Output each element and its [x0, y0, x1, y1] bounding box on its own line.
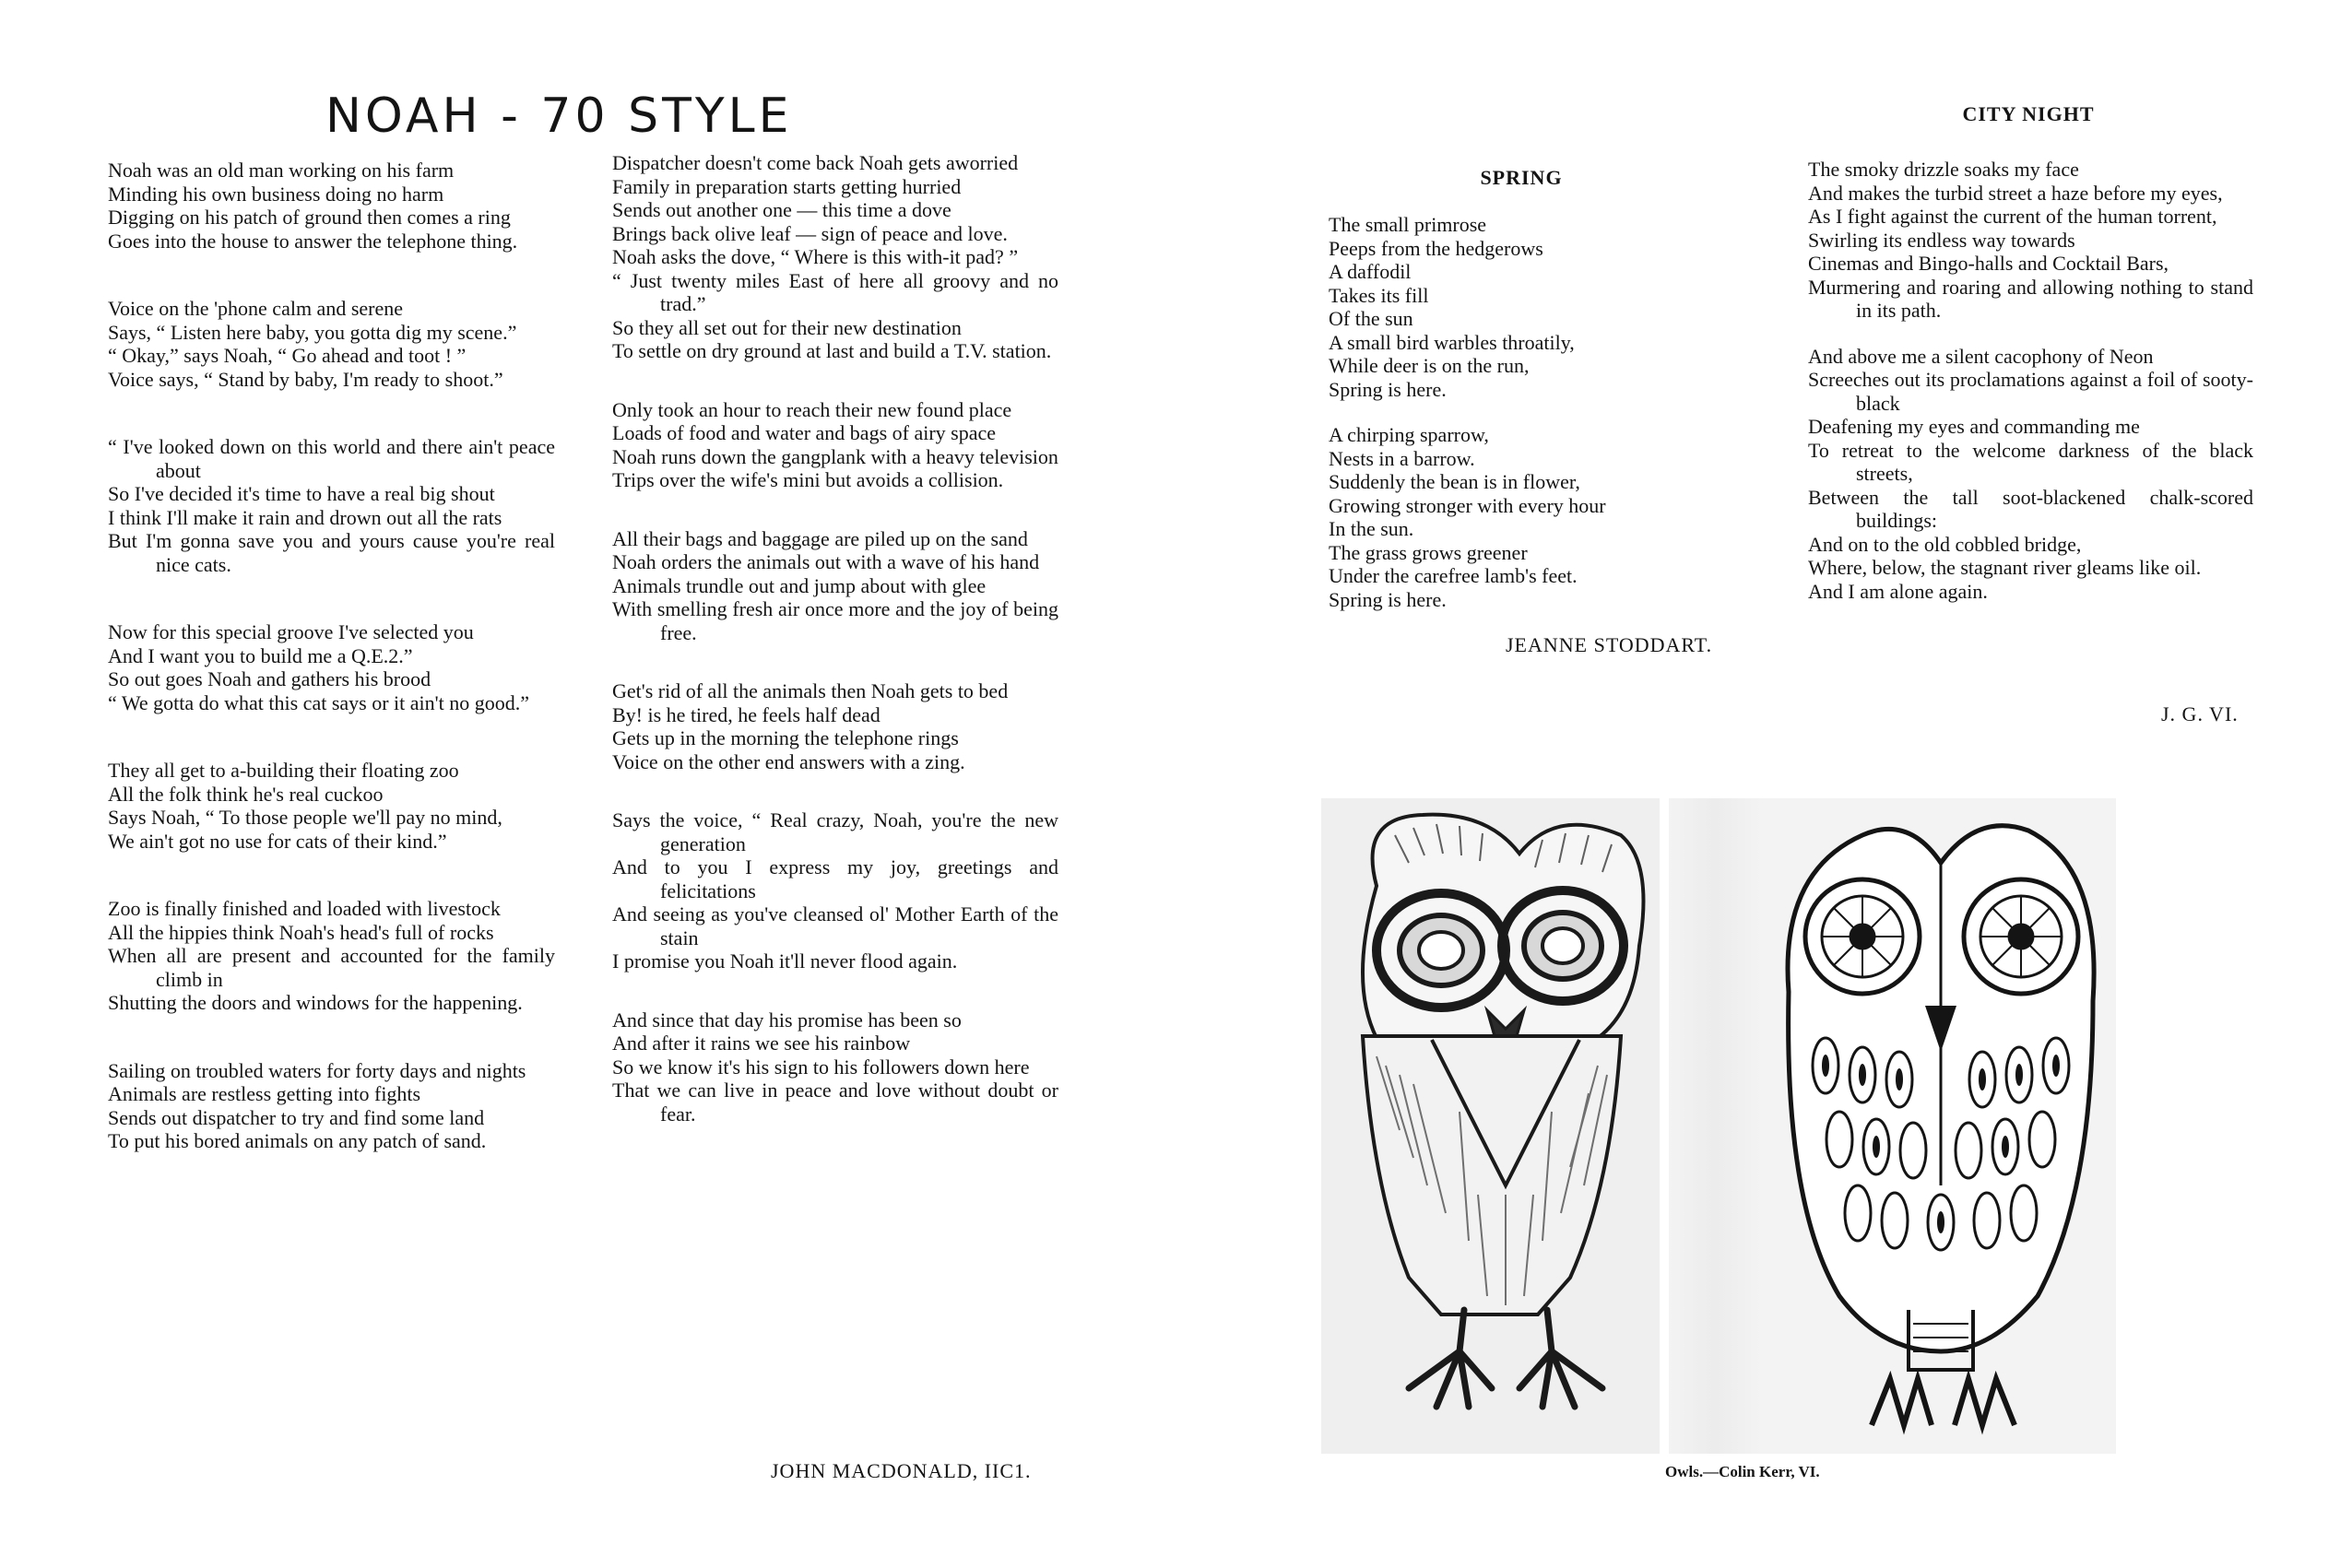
poem-line: So they all set out for their new destination: [612, 315, 962, 339]
poem-line: Says Noah, “ To those people we'll pay no mind,: [108, 806, 502, 829]
poem-line: Dispatcher doesn't come back Noah gets aworried: [612, 151, 1019, 174]
poem-line: The smoky drizzle soaks my face: [1808, 158, 2079, 181]
poem-line: Trips over the wife's mini but avoids a collision.: [612, 468, 1004, 491]
poem-line: I promise you Noah it'll never flood again.: [612, 949, 958, 973]
poem-line: Says the voice, “ Real crazy, Noah, you're the new generation: [612, 808, 1058, 855]
city-night-poem: [1808, 158, 2253, 603]
poem-line: And seeing as you've cleansed ol' Mother Earth of the stain: [612, 902, 1058, 949]
poem-line: When all are present and accounted for the family climb in: [108, 944, 555, 991]
stanza: [108, 297, 555, 391]
poem-line: So out goes Noah and gathers his brood: [108, 667, 431, 690]
figure-background: [1669, 798, 1761, 1454]
poem-line: With smelling fresh air once more and the joy of being free.: [612, 597, 1058, 644]
poem-line: They all get to a-building their floating zoo: [108, 759, 459, 782]
poem-line: Sailing on troubled waters for forty days and nights: [108, 1058, 526, 1082]
poem-line: Of the sun: [1329, 307, 1413, 330]
poem-line: “ We gotta do what this cat says or it ain't no good.”: [108, 690, 529, 714]
poem-line: The grass grows greener: [1329, 540, 1528, 564]
poem-line: Sends out dispatcher to try and find some land: [108, 1105, 485, 1129]
poem-line: All the folk think he's real cuckoo: [108, 782, 384, 806]
owl-sketch-right: [1761, 798, 2116, 1454]
poem-line: Between the tall soot-blackened chalk-scored buildings:: [1808, 485, 2253, 532]
poem-line: Says, “ Listen here baby, you gotta dig my scene.”: [108, 320, 517, 344]
poem-line: And above me a silent cacophony of Neon: [1808, 344, 2154, 368]
poem-line: Nests in a barrow.: [1329, 446, 1475, 470]
poem-line: We ain't got no use for cats of their kind.”: [108, 829, 447, 853]
stanza: [108, 435, 555, 576]
poem-line: Sends out another one — this time a dove: [612, 198, 951, 221]
stanza: [1329, 213, 1725, 401]
poem-line: A chirping sparrow,: [1329, 423, 1489, 446]
poem-line: “ Just twenty miles East of here all groovy and no trad.”: [612, 268, 1058, 315]
stanza: [612, 808, 1058, 973]
poem-line: Murmering and roaring and allowing nothing to stand in its path.: [1808, 275, 2253, 322]
poem-line: Brings back olive leaf — sign of peace and love.: [612, 221, 1008, 245]
poem-line: “ Okay,” says Noah, “ Go ahead and toot ! ”: [108, 344, 467, 367]
poem-line: And to you I express my joy, greetings and felicitations: [612, 855, 1058, 902]
poem-line: Under the carefree lamb's feet.: [1329, 564, 1578, 587]
poem-line: “ I've looked down on this world and there ain't peace about: [108, 435, 555, 482]
poem-line: A small bird warbles throatily,: [1329, 330, 1575, 354]
poem-line: Animals are restless getting into fights: [108, 1082, 421, 1105]
poem-line: Screeches out its proclamations against a foil of sooty-black: [1808, 368, 2253, 415]
stanza: [108, 897, 555, 1015]
poem-line: Family in preparation starts getting hurried: [612, 174, 962, 198]
poem-line: Zoo is finally finished and loaded with livestock: [108, 897, 501, 920]
poem-line: I think I'll make it rain and drown out all the rats: [108, 505, 502, 529]
poem-line: Voice on the 'phone calm and serene: [108, 297, 403, 320]
poem-line: Noah orders the animals out with a wave of his hand: [612, 550, 1040, 573]
figure-caption: Owls.—Colin Kerr, VI.: [1665, 1463, 1820, 1480]
poem-line: The small primrose: [1329, 213, 1487, 236]
city-night-title: CITY NIGHT: [1962, 102, 2095, 125]
city-night-author: J. G. VI.: [2161, 702, 2239, 725]
stanza: [1808, 158, 2253, 323]
poem-line: To put his bored animals on any patch of sand.: [108, 1129, 487, 1152]
poem-line: To settle on dry ground at last and build a T.V. station.: [612, 339, 1052, 362]
stanza: [612, 1008, 1058, 1126]
poem-line: Gets up in the morning the telephone rings: [612, 726, 959, 749]
poem-line: That we can live in peace and love without doubt or fear.: [612, 1079, 1058, 1126]
stanza: [612, 527, 1058, 645]
poem-line: All the hippies think Noah's head's full of rocks: [108, 920, 494, 944]
poem-line: Swirling its endless way towards: [1808, 228, 2075, 252]
poem-line: Noah runs down the gangplank with a heavy television: [612, 444, 1058, 468]
noah-author: JOHN MACDONALD, IIC1.: [771, 1459, 1032, 1482]
poem-line: To retreat to the welcome darkness of the black streets,: [1808, 438, 2253, 485]
poem-line: Noah asks the dove, “ Where is this with-it pad? ”: [612, 245, 1019, 268]
poem-line: Voice says, “ Stand by baby, I'm ready to shoot.”: [108, 367, 503, 391]
poem-line: Get's rid of all the animals then Noah gets to bed: [612, 679, 1009, 702]
poem-line: And I am alone again.: [1808, 579, 1988, 603]
poem-line: Growing stronger with every hour: [1329, 493, 1606, 517]
poem-line: As I fight against the current of the human torrent,: [1808, 205, 2217, 228]
spring-poem: [1329, 213, 1725, 611]
poem-line: Cinemas and Bingo-halls and Cocktail Bars,: [1808, 252, 2169, 275]
stanza: [108, 620, 555, 714]
noah-title: NOAH - 70 STYLE: [325, 88, 793, 144]
poem-line: Minding his own business doing no harm: [108, 182, 444, 206]
poem-line: By! is he tired, he feels half dead: [612, 702, 881, 726]
owl-sketch-left: [1321, 798, 1660, 1454]
poem-line: A daffodil: [1329, 260, 1412, 283]
poem-line: Spring is here.: [1329, 587, 1447, 611]
poem-line: Only took an hour to reach their new found place: [612, 397, 1012, 421]
poem-line: Takes its fill: [1329, 283, 1429, 307]
poem-line: Spring is here.: [1329, 377, 1447, 401]
spring-title: SPRING: [1480, 166, 1563, 189]
poem-line: Peeps from the hedgerows: [1329, 236, 1543, 260]
poem-line: And on to the old cobbled bridge,: [1808, 532, 2082, 556]
poem-line: So we know it's his sign to his followers down here: [612, 1055, 1030, 1079]
stanza: [108, 159, 555, 253]
poem-line: All their bags and baggage are piled up on the sand: [612, 526, 1028, 550]
stanza: [612, 679, 1058, 773]
stanza: [108, 759, 555, 853]
poem-line: Digging on his patch of ground then comes a ring: [108, 206, 511, 229]
poem-line: Deafening my eyes and commanding me: [1808, 415, 2140, 438]
poem-line: In the sun.: [1329, 517, 1414, 540]
poem-line: Loads of food and water and bags of airy space: [612, 421, 997, 444]
owl-eye-right-left: [1805, 879, 1920, 994]
poem-line: While deer is on the run,: [1329, 354, 1530, 377]
spring-author: JEANNE STODDART.: [1506, 633, 1713, 656]
poem-line: Where, below, the stagnant river gleams like oil.: [1808, 556, 2202, 579]
stanza: [108, 1059, 555, 1153]
noah-column-2: [612, 151, 1058, 1126]
stanza: [612, 151, 1058, 363]
poem-line: Voice on the other end answers with a zing.: [612, 749, 965, 773]
stanza: [1329, 423, 1725, 611]
poem-line: Goes into the house to answer the telephone thing.: [108, 229, 518, 253]
poem-line: And makes the turbid street a haze before my eyes,: [1808, 181, 2223, 205]
poem-line: Suddenly the bean is in flower,: [1329, 470, 1580, 493]
noah-column-1: [108, 159, 555, 1153]
poem-line: Shutting the doors and windows for the happening.: [108, 991, 523, 1014]
stanza: [1808, 345, 2253, 604]
stanza: [612, 398, 1058, 492]
poem-line: Noah was an old man working on his farm: [108, 159, 455, 182]
poem-line: And I want you to build me a Q.E.2.”: [108, 643, 413, 667]
poem-line: Animals trundle out and jump about with glee: [612, 573, 987, 597]
poem-line: And since that day his promise has been so: [612, 1008, 962, 1032]
poem-line: Now for this special groove I've selected you: [108, 620, 474, 643]
poem-line: So I've decided it's time to have a real big shout: [108, 482, 495, 505]
poem-line: And after it rains we see his rainbow: [612, 1032, 911, 1055]
poem-line: But I'm gonna save you and yours cause you're real nice cats.: [108, 529, 555, 576]
